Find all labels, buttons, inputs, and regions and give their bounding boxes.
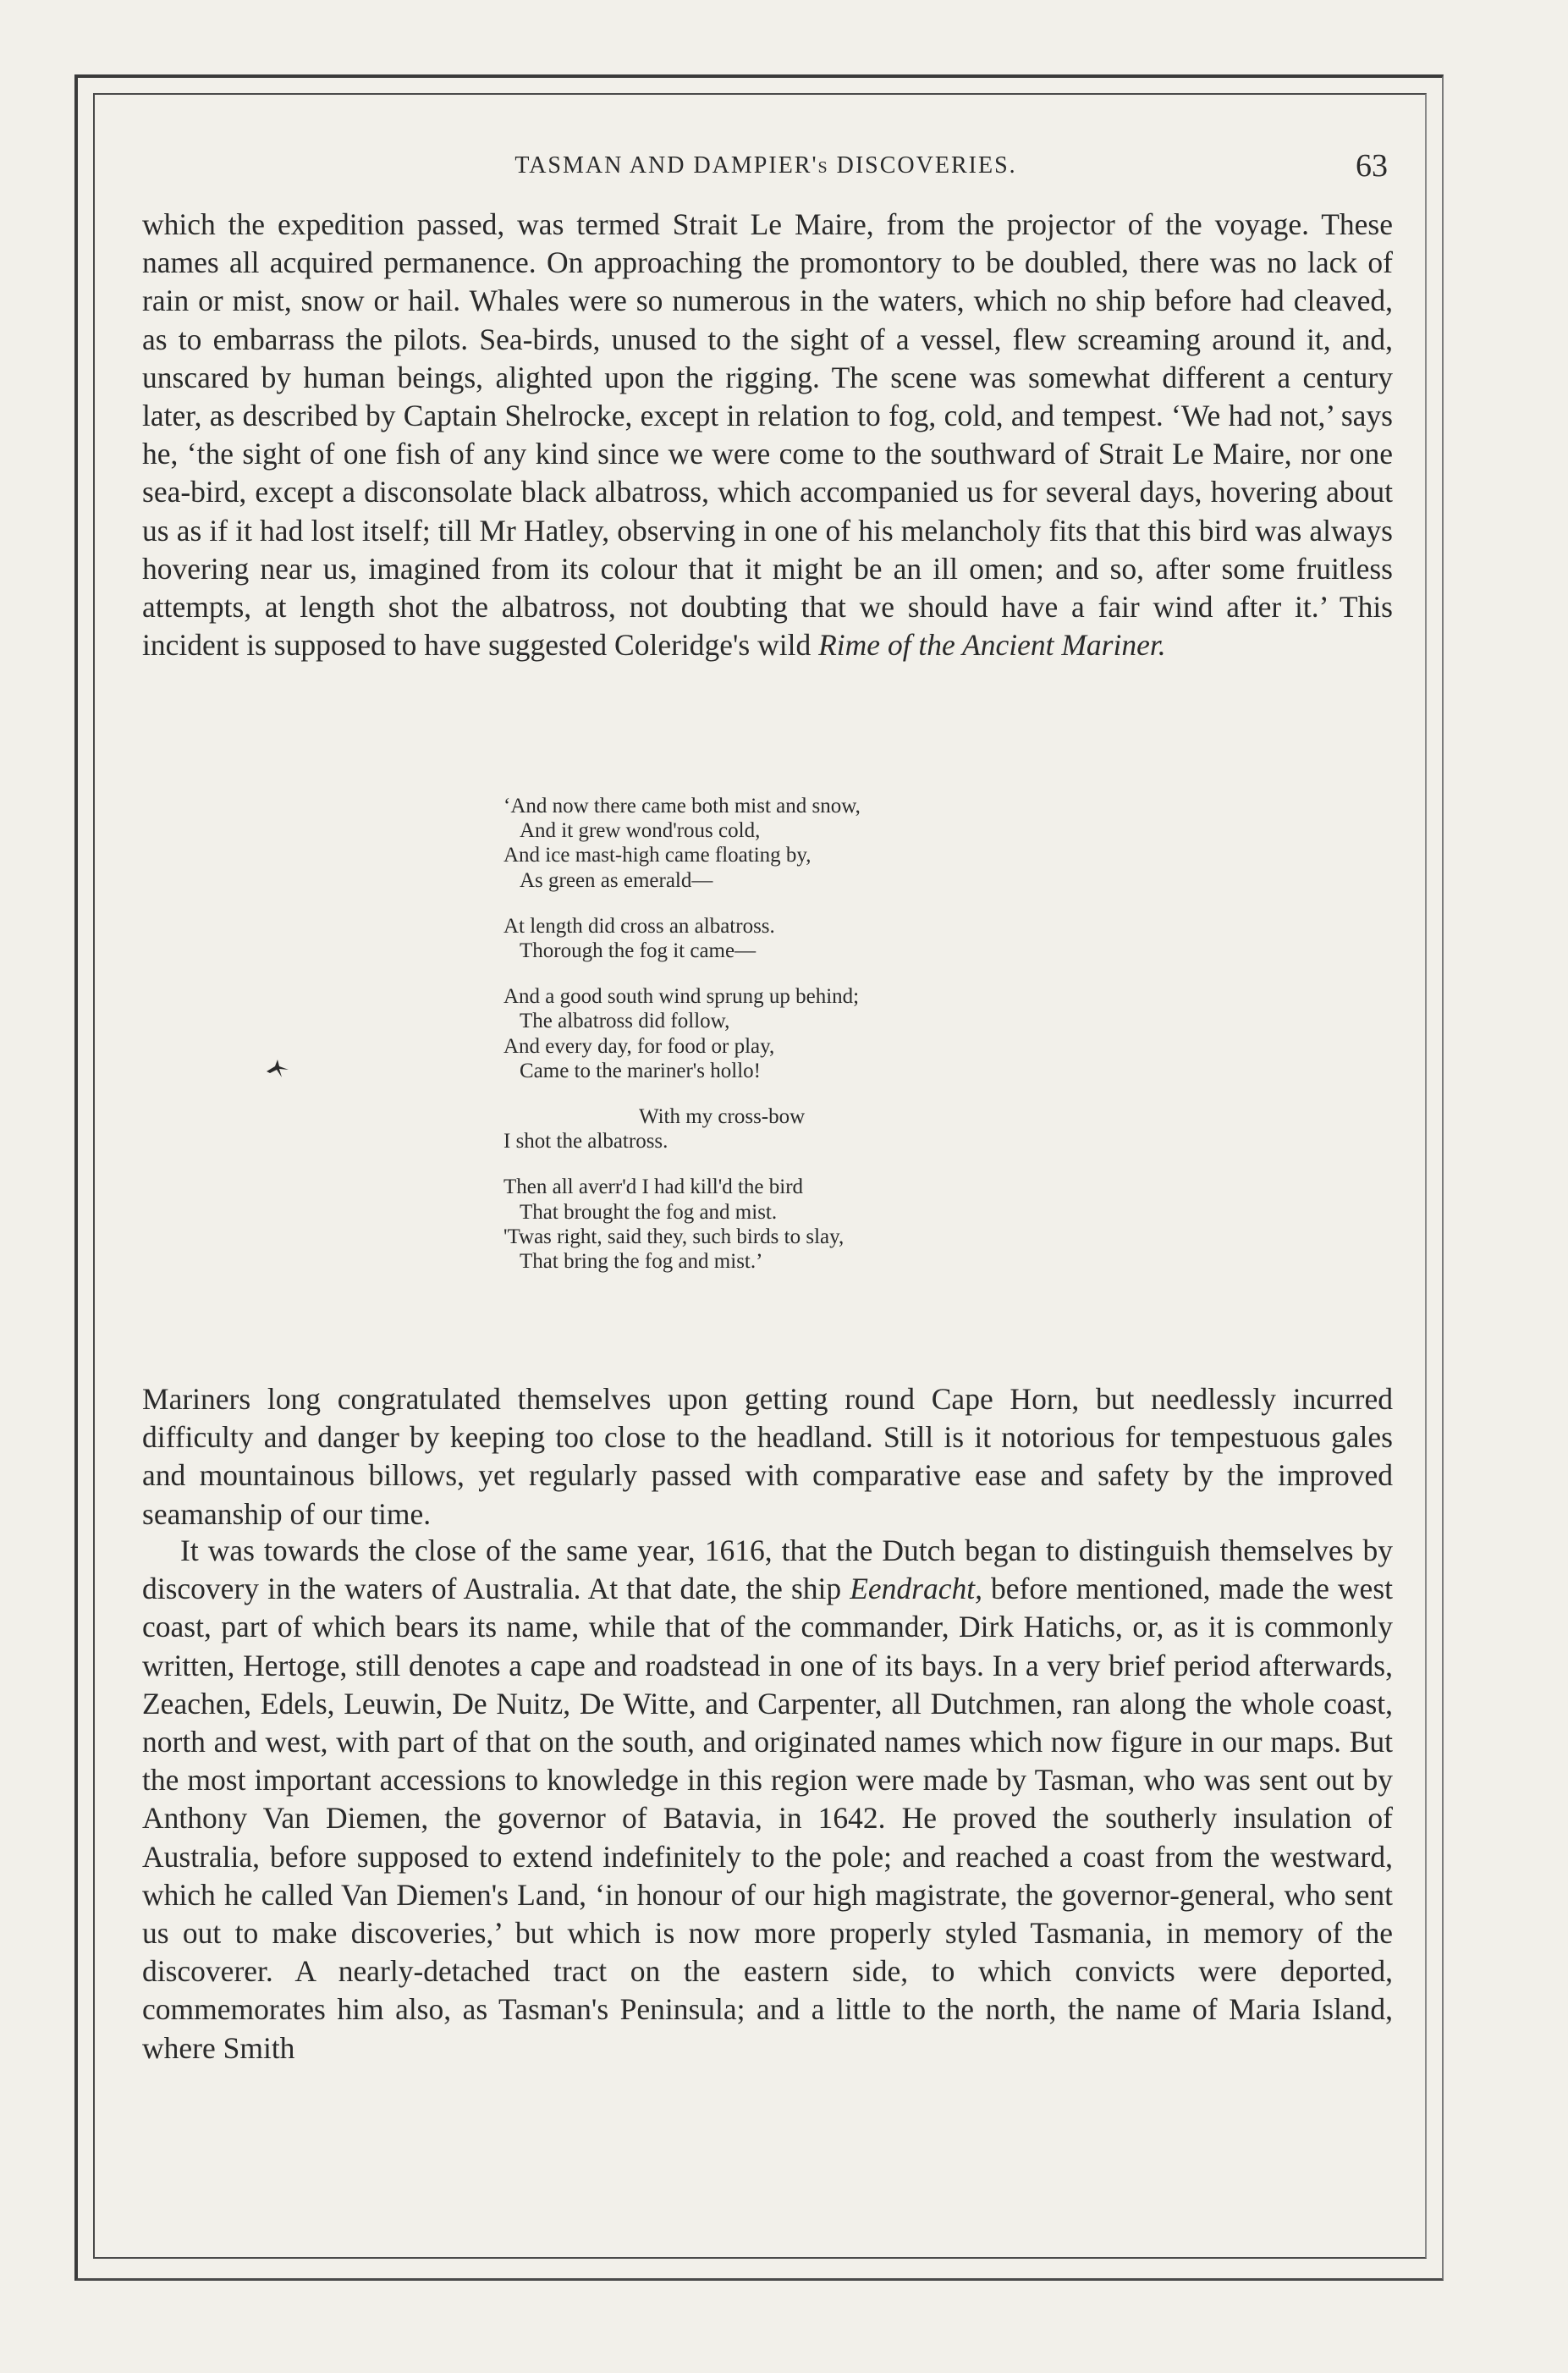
poem-line: ‘And now there came both mist and snow, (503, 795, 861, 818)
page-header (144, 148, 1388, 195)
paragraph-2: Mariners long congratulated themselves upon getting round Cape Horn, but needlessly incurred difficulty and danger by keeping too close to the headland. Still is it notorious for tempestuous gales and mountainous billows, yet regularly passed with comparative ease and safety by the improved seamanship of our time. (142, 1382, 1393, 1531)
poem-line: As green as emerald— (520, 868, 713, 892)
poem-line: And every day, for food or play, (503, 1034, 775, 1058)
bird-ornament-icon (265, 1054, 290, 1080)
poem-line: 'Twas right, said they, such birds to slay, (503, 1225, 845, 1248)
page-number: 63 (1356, 148, 1388, 184)
paragraph-3 (142, 1532, 1393, 2067)
poem-line: The albatross did follow, (520, 1010, 730, 1033)
poem-line: And a good south wind sprung up behind; (503, 985, 860, 1009)
poem-title-italic: Rime of the Ancient Mariner. (818, 628, 1166, 663)
poem-stanza (503, 984, 1096, 1083)
paragraph-1 (142, 206, 1393, 664)
poem-line: That brought the fog and mist. (520, 1200, 778, 1224)
poem-stanza (503, 1104, 1096, 1153)
poem-line: That bring the fog and mist.’ (520, 1250, 763, 1274)
paragraph-3-continued: before mentioned, made the west coast, part of which bears its name, while that of the commander, Dirk Hatichs, or, as it is commonly written, Hertoge, still denotes a cape and roadstead in one of its bays. In a very brief period afterwards, Zeachen, Edels, Leuwin, De Nuitz, De Witte, and Carpenter, all Dutchmen, ran along the whole coast, north and west, with part of that on the south, and originated names which now figure in our maps. But the most important accessions to knowledge in this region were made by Tasman, who was sent out by Anthony Van Diemen, the governor of Batavia, in 1642. He proved the southerly insulation of Australia, before supposed to extend indefinitely to the pole; and reached a coast from the westward, which he called Van Diemen's Land, ‘in honour of our high magistrate, the governor-general, who sent us out to make discoveries,’ but which is now more properly styled Tasmania, in memory of the discoverer. A nearly-detached tract on the eastern side, to which convicts were deported, commemorates him also, as Tasman's Peninsula; and a little to the north, the name of Maria Island, where Smith (142, 1572, 1393, 2065)
poem-line: And it grew wond'rous cold, (520, 819, 761, 843)
poem-quotation (503, 794, 1096, 1295)
poem-stanza (503, 914, 1096, 963)
poem-line: Thorough the fog it came— (520, 939, 756, 963)
poem-line: With my cross-bow (639, 1105, 806, 1129)
poem-line: I shot the albatross. (503, 1130, 668, 1153)
poem-line: Then all averr'd I had kill'd the bird (503, 1175, 804, 1199)
poem-line: Came to the mariner's hollo! (520, 1059, 761, 1082)
paragraph-1-text: which the expedition passed, was termed Strait Le Maire, from the projector of the voyage. These names all acquired permanence. On approaching the promontory to be doubled, there was no lack of rain or mist, snow or hail. Whales were so numerous in the waters, which no ship before had cleaved, as to embarrass the pilots. Sea-birds, unused to the sight of a vessel, flew screaming around it, and, unscared by human beings, alighted upon the rigging. The scene was somewhat different a century later, as described by Captain Shelrocke, except in relation to fog, cold, and tempest. ‘We had not,’ says he, ‘the sight of one fish of any kind since we were come to the southward of Strait Le Maire, nor one sea-bird, except a disconsolate black albatross, which accompanied us for several days, hovering about us as if it had lost itself; till Mr Hatley, observing in one of his melancholy fits that this bird was always hovering near us, imagined from its colour that it might be an ill omen; and so, after some fruitless attempts, at length shot the albatross, not doubting that we should have a fair wind after it.’ This incident is supposed to have suggested Coleridge's wild (142, 207, 1393, 663)
poem-line: At length did cross an albatross. (503, 914, 775, 938)
paragraph-3-text: It was towards the close of the same year, 1616, that the Dutch began to distinguish themselves by discovery in the waters of Australia. At that date, the ship (142, 1533, 1393, 1606)
running-title: TASMAN AND DAMPIER's DISCOVERIES. (514, 152, 1017, 179)
poem-line: And ice mast-high came floating by, (503, 844, 812, 867)
poem-stanza (503, 794, 1096, 893)
poem-stanza (503, 1175, 1096, 1274)
ship-name-italic: Eendracht, (850, 1572, 982, 1606)
